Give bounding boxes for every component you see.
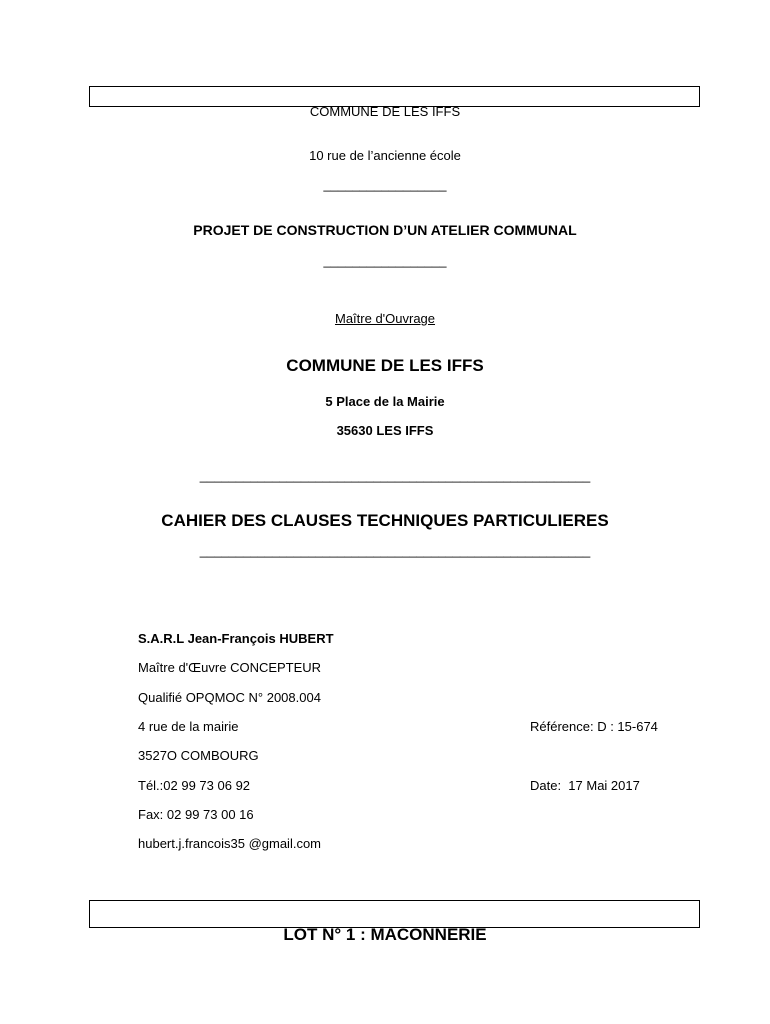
- architect-phone: Tél.:02 99 73 06 92: [138, 778, 251, 793]
- architect-email: hubert.j.francois35 @gmail.com: [138, 836, 321, 851]
- owner-heading: Maître d'Ouvrage: [334, 311, 436, 326]
- owner-city: 35630 LES IFFS: [336, 423, 434, 438]
- separator-rule: ______________________________________________________: [199, 543, 591, 558]
- document-date: Date: 17 Mai 2017: [530, 778, 640, 793]
- architect-company: S.A.R.L Jean-François HUBERT: [138, 631, 334, 646]
- architect-fax: Fax: 02 99 73 00 16: [138, 807, 254, 822]
- lot-frame: [89, 900, 700, 928]
- owner-street: 5 Place de la Mairie: [325, 394, 445, 409]
- document-reference: Référence: D : 15-674: [530, 719, 658, 734]
- project-title: PROJET DE CONSTRUCTION D’UN ATELIER COMMUNAL: [193, 222, 577, 238]
- separator-rule: _________________: [323, 253, 447, 268]
- lot-title: LOT N° 1 : MACONNERIE: [283, 925, 487, 944]
- architect-role: Maître d'Œuvre CONCEPTEUR: [138, 660, 322, 675]
- separator-rule: ______________________________________________________: [199, 468, 591, 483]
- architect-street: 4 rue de la mairie: [138, 719, 239, 734]
- separator-rule: _________________: [323, 177, 447, 192]
- commune-top: COMMUNE DE LES IFFS: [309, 104, 461, 119]
- document-title: CAHIER DES CLAUSES TECHNIQUES PARTICULIERES: [161, 511, 609, 530]
- architect-qualification: Qualifié OPQMOC N° 2008.004: [138, 690, 321, 705]
- commune-address: 10 rue de l’ancienne école: [309, 148, 461, 163]
- owner-name: COMMUNE DE LES IFFS: [286, 356, 484, 375]
- architect-city: 3527O COMBOURG: [138, 748, 259, 763]
